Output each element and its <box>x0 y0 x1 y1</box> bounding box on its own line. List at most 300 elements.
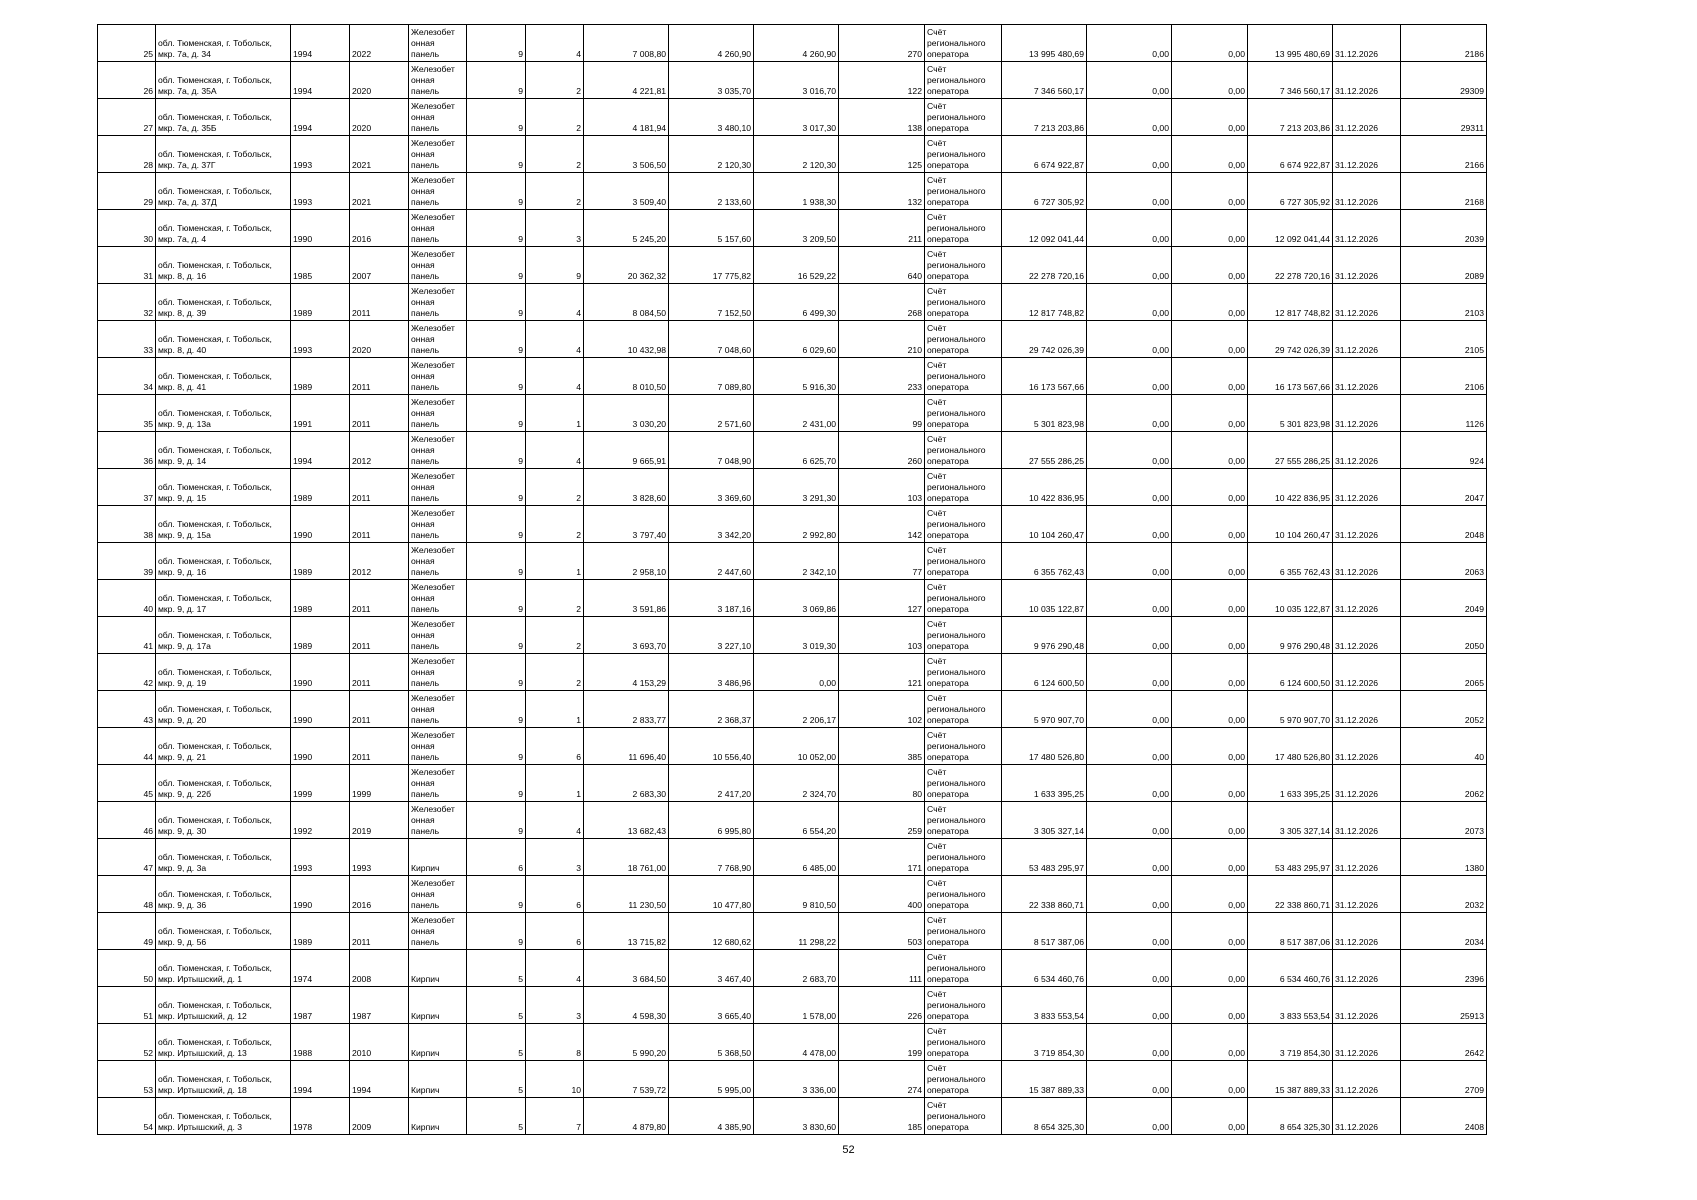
residents-cell: 268 <box>839 284 925 321</box>
total-area-cell: 5 245,20 <box>584 210 669 247</box>
floors-cell: 5 <box>467 1061 526 1098</box>
residents-cell: 80 <box>839 765 925 802</box>
total-area-cell: 11 696,40 <box>584 728 669 765</box>
deadline-cell: 31.12.2026 <box>1333 543 1401 580</box>
federal-funds-cell: 0,00 <box>1087 469 1172 506</box>
repair-year-cell: 2012 <box>350 432 409 469</box>
address-cell: обл. Тюменская, г. Тобольск, мкр. 9, д. 36 <box>156 876 291 913</box>
build-year-cell: 1989 <box>291 469 350 506</box>
repair-year-cell: 2021 <box>350 136 409 173</box>
building-id-cell: 1380 <box>1401 839 1487 876</box>
build-year-cell: 1990 <box>291 691 350 728</box>
floors-cell: 9 <box>467 99 526 136</box>
owner-funds-cell: 3 833 553,54 <box>1248 987 1333 1024</box>
row-number-cell: 38 <box>98 506 156 543</box>
residents-cell: 385 <box>839 728 925 765</box>
row-number-cell: 49 <box>98 913 156 950</box>
owned-area-cell: 6 499,30 <box>754 284 839 321</box>
building-id-cell: 2048 <box>1401 506 1487 543</box>
repair-year-cell: 2011 <box>350 728 409 765</box>
repair-year-cell: 1993 <box>350 839 409 876</box>
row-number-cell: 30 <box>98 210 156 247</box>
building-id-cell: 2065 <box>1401 654 1487 691</box>
floors-cell: 9 <box>467 173 526 210</box>
entrances-cell: 4 <box>526 25 584 62</box>
repair-year-cell: 2011 <box>350 654 409 691</box>
total-cost-cell: 29 742 026,39 <box>1002 321 1087 358</box>
regional-funds-cell: 0,00 <box>1172 99 1248 136</box>
owned-area-cell: 3 016,70 <box>754 62 839 99</box>
entrances-cell: 4 <box>526 284 584 321</box>
total-cost-cell: 5 301 823,98 <box>1002 395 1087 432</box>
total-area-cell: 8 084,50 <box>584 284 669 321</box>
owned-area-cell: 5 916,30 <box>754 358 839 395</box>
repair-year-cell: 2011 <box>350 395 409 432</box>
owner-funds-cell: 12 092 041,44 <box>1248 210 1333 247</box>
federal-funds-cell: 0,00 <box>1087 987 1172 1024</box>
deadline-cell: 31.12.2026 <box>1333 580 1401 617</box>
residents-cell: 400 <box>839 876 925 913</box>
owned-area-cell: 2 206,17 <box>754 691 839 728</box>
building-id-cell: 2052 <box>1401 691 1487 728</box>
page-number: 52 <box>842 1144 855 1156</box>
address-cell: обл. Тюменская, г. Тобольск, мкр. 7а, д. 37Г <box>156 136 291 173</box>
federal-funds-cell: 0,00 <box>1087 1061 1172 1098</box>
account-type-cell: Счёт регионального оператора <box>925 654 1002 691</box>
table-row <box>98 62 1487 99</box>
total-area-cell: 5 990,20 <box>584 1024 669 1061</box>
owner-funds-cell: 5 301 823,98 <box>1248 395 1333 432</box>
table-row <box>98 284 1487 321</box>
floors-cell: 9 <box>467 617 526 654</box>
floors-cell: 6 <box>467 839 526 876</box>
total-area-cell: 4 879,80 <box>584 1098 669 1135</box>
account-type-cell: Счёт регионального оператора <box>925 876 1002 913</box>
address-cell: обл. Тюменская, г. Тобольск, мкр. 9, д. 17 <box>156 580 291 617</box>
living-area-cell: 3 187,16 <box>669 580 754 617</box>
repair-year-cell: 2021 <box>350 173 409 210</box>
build-year-cell: 1993 <box>291 321 350 358</box>
account-type-cell: Счёт регионального оператора <box>925 284 1002 321</box>
total-area-cell: 7 008,80 <box>584 25 669 62</box>
total-cost-cell: 12 817 748,82 <box>1002 284 1087 321</box>
account-type-cell: Счёт регионального оператора <box>925 691 1002 728</box>
table-row <box>98 1061 1487 1098</box>
building-id-cell: 40 <box>1401 728 1487 765</box>
account-type-cell: Счёт регионального оператора <box>925 1024 1002 1061</box>
address-cell: обл. Тюменская, г. Тобольск, мкр. 7а, д. 35Б <box>156 99 291 136</box>
row-number-cell: 42 <box>98 654 156 691</box>
address-cell: обл. Тюменская, г. Тобольск, мкр. 8, д. 41 <box>156 358 291 395</box>
build-year-cell: 1990 <box>291 876 350 913</box>
federal-funds-cell: 0,00 <box>1087 506 1172 543</box>
address-cell: обл. Тюменская, г. Тобольск, мкр. 9, д. 21 <box>156 728 291 765</box>
owned-area-cell: 2 342,10 <box>754 543 839 580</box>
federal-funds-cell: 0,00 <box>1087 654 1172 691</box>
entrances-cell: 2 <box>526 469 584 506</box>
owner-funds-cell: 5 970 907,70 <box>1248 691 1333 728</box>
entrances-cell: 4 <box>526 321 584 358</box>
repair-year-cell: 1999 <box>350 765 409 802</box>
entrances-cell: 2 <box>526 654 584 691</box>
table-row <box>98 136 1487 173</box>
wall-material-cell: Кирпич <box>409 987 467 1024</box>
living-area-cell: 7 152,50 <box>669 284 754 321</box>
address-cell: обл. Тюменская, г. Тобольск, мкр. Иртышский, д. 13 <box>156 1024 291 1061</box>
total-cost-cell: 22 278 720,16 <box>1002 247 1087 284</box>
total-cost-cell: 13 995 480,69 <box>1002 25 1087 62</box>
federal-funds-cell: 0,00 <box>1087 173 1172 210</box>
repair-year-cell: 2011 <box>350 580 409 617</box>
total-cost-cell: 10 035 122,87 <box>1002 580 1087 617</box>
account-type-cell: Счёт регионального оператора <box>925 728 1002 765</box>
account-type-cell: Счёт регионального оператора <box>925 802 1002 839</box>
total-area-cell: 3 684,50 <box>584 950 669 987</box>
living-area-cell: 3 369,60 <box>669 469 754 506</box>
build-year-cell: 1999 <box>291 765 350 802</box>
floors-cell: 9 <box>467 802 526 839</box>
account-type-cell: Счёт регионального оператора <box>925 506 1002 543</box>
deadline-cell: 31.12.2026 <box>1333 913 1401 950</box>
floors-cell: 9 <box>467 358 526 395</box>
living-area-cell: 4 385,90 <box>669 1098 754 1135</box>
deadline-cell: 31.12.2026 <box>1333 654 1401 691</box>
entrances-cell: 2 <box>526 173 584 210</box>
deadline-cell: 31.12.2026 <box>1333 395 1401 432</box>
wall-material-cell: Железобет онная панель <box>409 802 467 839</box>
entrances-cell: 9 <box>526 247 584 284</box>
owned-area-cell: 6 485,00 <box>754 839 839 876</box>
address-cell: обл. Тюменская, г. Тобольск, мкр. 9, д. 16 <box>156 543 291 580</box>
building-id-cell: 25913 <box>1401 987 1487 1024</box>
total-area-cell: 3 030,20 <box>584 395 669 432</box>
wall-material-cell: Кирпич <box>409 1024 467 1061</box>
regional-funds-cell: 0,00 <box>1172 654 1248 691</box>
build-year-cell: 1989 <box>291 543 350 580</box>
floors-cell: 9 <box>467 876 526 913</box>
total-area-cell: 8 010,50 <box>584 358 669 395</box>
wall-material-cell: Железобет онная панель <box>409 173 467 210</box>
address-cell: обл. Тюменская, г. Тобольск, мкр. Иртышский, д. 12 <box>156 987 291 1024</box>
repair-year-cell: 2016 <box>350 876 409 913</box>
residents-cell: 132 <box>839 173 925 210</box>
owned-area-cell: 3 019,30 <box>754 617 839 654</box>
repair-year-cell: 2020 <box>350 99 409 136</box>
wall-material-cell: Железобет онная панель <box>409 25 467 62</box>
floors-cell: 9 <box>467 62 526 99</box>
floors-cell: 5 <box>467 1024 526 1061</box>
living-area-cell: 17 775,82 <box>669 247 754 284</box>
total-cost-cell: 6 674 922,87 <box>1002 136 1087 173</box>
build-year-cell: 1993 <box>291 136 350 173</box>
account-type-cell: Счёт регионального оператора <box>925 358 1002 395</box>
entrances-cell: 2 <box>526 506 584 543</box>
regional-funds-cell: 0,00 <box>1172 25 1248 62</box>
total-area-cell: 3 797,40 <box>584 506 669 543</box>
table-row <box>98 765 1487 802</box>
federal-funds-cell: 0,00 <box>1087 543 1172 580</box>
total-area-cell: 4 221,81 <box>584 62 669 99</box>
owned-area-cell: 16 529,22 <box>754 247 839 284</box>
living-area-cell: 3 342,20 <box>669 506 754 543</box>
regional-funds-cell: 0,00 <box>1172 284 1248 321</box>
table-row <box>98 543 1487 580</box>
living-area-cell: 2 120,30 <box>669 136 754 173</box>
federal-funds-cell: 0,00 <box>1087 1098 1172 1135</box>
repair-year-cell: 2016 <box>350 210 409 247</box>
regional-funds-cell: 0,00 <box>1172 469 1248 506</box>
building-id-cell: 2050 <box>1401 617 1487 654</box>
federal-funds-cell: 0,00 <box>1087 950 1172 987</box>
total-cost-cell: 5 970 907,70 <box>1002 691 1087 728</box>
living-area-cell: 3 486,96 <box>669 654 754 691</box>
floors-cell: 9 <box>467 210 526 247</box>
total-area-cell: 3 509,40 <box>584 173 669 210</box>
deadline-cell: 31.12.2026 <box>1333 987 1401 1024</box>
build-year-cell: 1990 <box>291 728 350 765</box>
owner-funds-cell: 22 338 860,71 <box>1248 876 1333 913</box>
federal-funds-cell: 0,00 <box>1087 25 1172 62</box>
owned-area-cell: 2 324,70 <box>754 765 839 802</box>
table-row <box>98 802 1487 839</box>
deadline-cell: 31.12.2026 <box>1333 99 1401 136</box>
address-cell: обл. Тюменская, г. Тобольск, мкр. 9, д. 56 <box>156 913 291 950</box>
owner-funds-cell: 7 346 560,17 <box>1248 62 1333 99</box>
living-area-cell: 7 768,90 <box>669 839 754 876</box>
federal-funds-cell: 0,00 <box>1087 284 1172 321</box>
account-type-cell: Счёт регионального оператора <box>925 580 1002 617</box>
row-number-cell: 29 <box>98 173 156 210</box>
floors-cell: 9 <box>467 691 526 728</box>
federal-funds-cell: 0,00 <box>1087 395 1172 432</box>
owned-area-cell: 0,00 <box>754 654 839 691</box>
building-id-cell: 2168 <box>1401 173 1487 210</box>
regional-funds-cell: 0,00 <box>1172 173 1248 210</box>
account-type-cell: Счёт регионального оператора <box>925 136 1002 173</box>
build-year-cell: 1987 <box>291 987 350 1024</box>
address-cell: обл. Тюменская, г. Тобольск, мкр. 9, д. 3а <box>156 839 291 876</box>
repair-year-cell: 2011 <box>350 617 409 654</box>
row-number-cell: 44 <box>98 728 156 765</box>
entrances-cell: 2 <box>526 136 584 173</box>
wall-material-cell: Железобет онная панель <box>409 506 467 543</box>
federal-funds-cell: 0,00 <box>1087 691 1172 728</box>
owner-funds-cell: 27 555 286,25 <box>1248 432 1333 469</box>
address-cell: обл. Тюменская, г. Тобольск, мкр. 9, д. 13а <box>156 395 291 432</box>
wall-material-cell: Железобет онная панель <box>409 284 467 321</box>
owner-funds-cell: 29 742 026,39 <box>1248 321 1333 358</box>
building-id-cell: 2105 <box>1401 321 1487 358</box>
federal-funds-cell: 0,00 <box>1087 247 1172 284</box>
account-type-cell: Счёт регионального оператора <box>925 395 1002 432</box>
total-cost-cell: 27 555 286,25 <box>1002 432 1087 469</box>
total-area-cell: 2 833,77 <box>584 691 669 728</box>
entrances-cell: 3 <box>526 987 584 1024</box>
federal-funds-cell: 0,00 <box>1087 432 1172 469</box>
address-cell: обл. Тюменская, г. Тобольск, мкр. 8, д. 40 <box>156 321 291 358</box>
living-area-cell: 7 048,90 <box>669 432 754 469</box>
total-cost-cell: 1 633 395,25 <box>1002 765 1087 802</box>
address-cell: обл. Тюменская, г. Тобольск, мкр. 7а, д. 4 <box>156 210 291 247</box>
total-area-cell: 11 230,50 <box>584 876 669 913</box>
address-cell: обл. Тюменская, г. Тобольск, мкр. 7а, д. 35А <box>156 62 291 99</box>
floors-cell: 9 <box>467 25 526 62</box>
floors-cell: 9 <box>467 543 526 580</box>
building-id-cell: 2166 <box>1401 136 1487 173</box>
floors-cell: 9 <box>467 765 526 802</box>
entrances-cell: 6 <box>526 876 584 913</box>
entrances-cell: 10 <box>526 1061 584 1098</box>
account-type-cell: Счёт регионального оператора <box>925 25 1002 62</box>
residents-cell: 210 <box>839 321 925 358</box>
total-area-cell: 3 693,70 <box>584 617 669 654</box>
owned-area-cell: 2 683,70 <box>754 950 839 987</box>
row-number-cell: 52 <box>98 1024 156 1061</box>
table-row <box>98 432 1487 469</box>
owner-funds-cell: 10 035 122,87 <box>1248 580 1333 617</box>
address-cell: обл. Тюменская, г. Тобольск, мкр. Иртышский, д. 18 <box>156 1061 291 1098</box>
regional-funds-cell: 0,00 <box>1172 691 1248 728</box>
deadline-cell: 31.12.2026 <box>1333 876 1401 913</box>
regional-funds-cell: 0,00 <box>1172 728 1248 765</box>
owned-area-cell: 3 336,00 <box>754 1061 839 1098</box>
regional-funds-cell: 0,00 <box>1172 765 1248 802</box>
owner-funds-cell: 3 719 854,30 <box>1248 1024 1333 1061</box>
entrances-cell: 1 <box>526 395 584 432</box>
row-number-cell: 33 <box>98 321 156 358</box>
repair-year-cell: 2007 <box>350 247 409 284</box>
living-area-cell: 2 447,60 <box>669 543 754 580</box>
floors-cell: 9 <box>467 506 526 543</box>
build-year-cell: 1994 <box>291 432 350 469</box>
owner-funds-cell: 7 213 203,86 <box>1248 99 1333 136</box>
entrances-cell: 7 <box>526 1098 584 1135</box>
wall-material-cell: Железобет онная панель <box>409 395 467 432</box>
entrances-cell: 1 <box>526 765 584 802</box>
table-row <box>98 950 1487 987</box>
owned-area-cell: 1 578,00 <box>754 987 839 1024</box>
total-cost-cell: 53 483 295,97 <box>1002 839 1087 876</box>
row-number-cell: 51 <box>98 987 156 1024</box>
building-id-cell: 2408 <box>1401 1098 1487 1135</box>
deadline-cell: 31.12.2026 <box>1333 950 1401 987</box>
wall-material-cell: Железобет онная панель <box>409 728 467 765</box>
address-cell: обл. Тюменская, г. Тобольск, мкр. 7а, д. 34 <box>156 25 291 62</box>
total-area-cell: 7 539,72 <box>584 1061 669 1098</box>
owner-funds-cell: 17 480 526,80 <box>1248 728 1333 765</box>
table-row <box>98 247 1487 284</box>
regional-funds-cell: 0,00 <box>1172 136 1248 173</box>
owned-area-cell: 6 554,20 <box>754 802 839 839</box>
total-cost-cell: 7 213 203,86 <box>1002 99 1087 136</box>
building-id-cell: 2047 <box>1401 469 1487 506</box>
residents-cell: 103 <box>839 617 925 654</box>
table-row <box>98 99 1487 136</box>
address-cell: обл. Тюменская, г. Тобольск, мкр. 9, д. 14 <box>156 432 291 469</box>
wall-material-cell: Железобет онная панель <box>409 321 467 358</box>
row-number-cell: 25 <box>98 25 156 62</box>
address-cell: обл. Тюменская, г. Тобольск, мкр. 8, д. 16 <box>156 247 291 284</box>
building-id-cell: 2106 <box>1401 358 1487 395</box>
federal-funds-cell: 0,00 <box>1087 876 1172 913</box>
living-area-cell: 3 665,40 <box>669 987 754 1024</box>
floors-cell: 9 <box>467 136 526 173</box>
table-row <box>98 1024 1487 1061</box>
wall-material-cell: Железобет онная панель <box>409 580 467 617</box>
account-type-cell: Счёт регионального оператора <box>925 543 1002 580</box>
total-area-cell: 13 682,43 <box>584 802 669 839</box>
owner-funds-cell: 8 654 325,30 <box>1248 1098 1333 1135</box>
regional-funds-cell: 0,00 <box>1172 580 1248 617</box>
building-id-cell: 2396 <box>1401 950 1487 987</box>
entrances-cell: 1 <box>526 691 584 728</box>
table-row <box>98 321 1487 358</box>
total-cost-cell: 22 338 860,71 <box>1002 876 1087 913</box>
repair-year-cell: 1994 <box>350 1061 409 1098</box>
deadline-cell: 31.12.2026 <box>1333 728 1401 765</box>
building-id-cell: 1126 <box>1401 395 1487 432</box>
total-area-cell: 18 761,00 <box>584 839 669 876</box>
repair-year-cell: 2008 <box>350 950 409 987</box>
building-id-cell: 2039 <box>1401 210 1487 247</box>
owner-funds-cell: 15 387 889,33 <box>1248 1061 1333 1098</box>
building-id-cell: 2642 <box>1401 1024 1487 1061</box>
living-area-cell: 5 368,50 <box>669 1024 754 1061</box>
residents-cell: 121 <box>839 654 925 691</box>
total-area-cell: 4 598,30 <box>584 987 669 1024</box>
row-number-cell: 27 <box>98 99 156 136</box>
owned-area-cell: 3 291,30 <box>754 469 839 506</box>
wall-material-cell: Железобет онная панель <box>409 765 467 802</box>
owned-area-cell: 2 992,80 <box>754 506 839 543</box>
table-row <box>98 654 1487 691</box>
deadline-cell: 31.12.2026 <box>1333 25 1401 62</box>
residents-cell: 125 <box>839 136 925 173</box>
table-row <box>98 210 1487 247</box>
table-row <box>98 839 1487 876</box>
entrances-cell: 4 <box>526 432 584 469</box>
address-cell: обл. Тюменская, г. Тобольск, мкр. Иртышский, д. 3 <box>156 1098 291 1135</box>
table-row <box>98 617 1487 654</box>
build-year-cell: 1994 <box>291 1061 350 1098</box>
owner-funds-cell: 12 817 748,82 <box>1248 284 1333 321</box>
federal-funds-cell: 0,00 <box>1087 580 1172 617</box>
build-year-cell: 1978 <box>291 1098 350 1135</box>
floors-cell: 9 <box>467 469 526 506</box>
table-row <box>98 173 1487 210</box>
repair-year-cell: 2011 <box>350 913 409 950</box>
regional-funds-cell: 0,00 <box>1172 395 1248 432</box>
total-area-cell: 9 665,91 <box>584 432 669 469</box>
building-id-cell: 2034 <box>1401 913 1487 950</box>
table-row <box>98 728 1487 765</box>
account-type-cell: Счёт регионального оператора <box>925 247 1002 284</box>
account-type-cell: Счёт регионального оператора <box>925 765 1002 802</box>
build-year-cell: 1989 <box>291 913 350 950</box>
owner-funds-cell: 10 104 260,47 <box>1248 506 1333 543</box>
residents-cell: 171 <box>839 839 925 876</box>
row-number-cell: 54 <box>98 1098 156 1135</box>
total-area-cell: 20 362,32 <box>584 247 669 284</box>
living-area-cell: 2 368,37 <box>669 691 754 728</box>
living-area-cell: 6 995,80 <box>669 802 754 839</box>
build-year-cell: 1990 <box>291 210 350 247</box>
row-number-cell: 43 <box>98 691 156 728</box>
floors-cell: 9 <box>467 580 526 617</box>
wall-material-cell: Железобет онная панель <box>409 913 467 950</box>
regional-funds-cell: 0,00 <box>1172 247 1248 284</box>
wall-material-cell: Железобет онная панель <box>409 543 467 580</box>
